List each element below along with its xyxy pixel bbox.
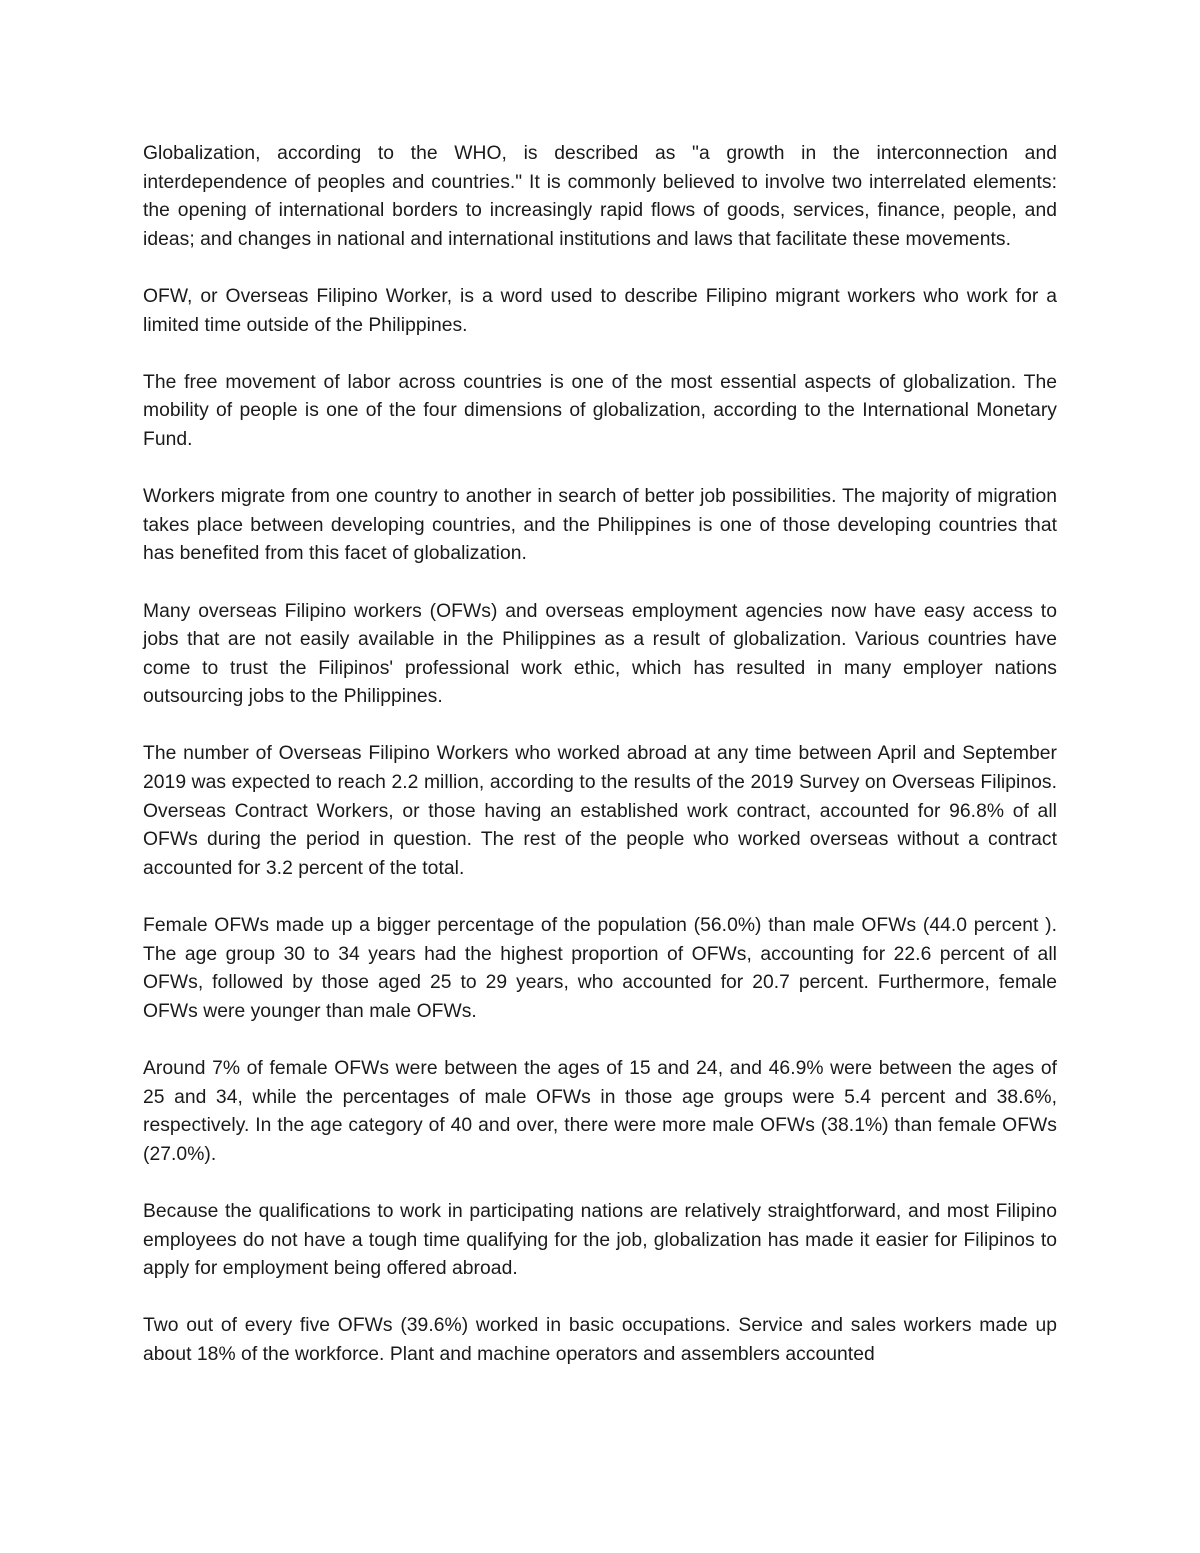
paragraph-globalization-definition: Globalization, according to the WHO, is described as "a growth in the interconnection and interdependence of peoples and countries." It is commonly believed to involve two interrelated elements: the opening of international borders to increasingly rapid flows of goods, services, finance, people, and ideas; and changes in national and international institutions and laws that facilitate these movements.	[143, 143, 1057, 250]
paragraph-survey-results: The number of Overseas Filipino Workers who worked abroad at any time between April and September 2019 was expected to reach 2.2 million, according to the results of the 2019 Survey on Overseas Filipinos. Overseas Contract Workers, or those having an established work contract, accounted for 96.8% of all OFWs during the period in question. The rest of the people who worked overseas without a contract accounted for 3.2 percent of the total.	[143, 743, 1057, 879]
paragraph-worker-migration: Workers migrate from one country to another in search of better job possibilities. The majority of migration takes place between developing countries, and the Philippines is one of those developing countries that has benefited from this facet of globalization.	[143, 486, 1057, 565]
document-body	[143, 140, 1057, 1370]
paragraph-job-access: Many overseas Filipino workers (OFWs) and overseas employment agencies now have easy access to jobs that are not easily available in the Philippines as a result of globalization. Various countries have come to trust the Filipinos' professional work ethic, which has resulted in many employer nations outsourcing jobs to the Philippines.	[143, 600, 1057, 708]
paragraph-occupations: Two out of every five OFWs (39.6%) worked in basic occupations. Service and sales workers made up about 18% of the workforce. Plant and machine operators and assemblers accounted	[143, 1315, 1057, 1365]
paragraph-age-groups: Around 7% of female OFWs were between the ages of 15 and 24, and 46.9% were between the ages of 25 and 34, while the percentages of male OFWs in those age groups were 5.4 percent and 38.6%, respectively. In the age category of 40 and over, there were more male OFWs (38.1%) than female OFWs (27.0%).	[143, 1058, 1057, 1165]
paragraph-ofw-definition: OFW, or Overseas Filipino Worker, is a word used to describe Filipino migrant workers who work for a limited time outside of the Philippines.	[143, 285, 1057, 336]
paragraph-labor-movement: The free movement of labor across countries is one of the most essential aspects of globalization. The mobility of people is one of the four dimensions of globalization, according to the International Monetary Fund.	[143, 371, 1057, 450]
paragraph-gender-age: Female OFWs made up a bigger percentage of the population (56.0%) than male OFWs (44.0 percent ). The age group 30 to 34 years had the highest proportion of OFWs, accounting for 22.6 percent of all OFWs, followed by those aged 25 to 29 years, who accounted for 20.7 percent. Furthermore, female OFWs were younger than male OFWs.	[143, 915, 1057, 1022]
paragraph-qualifications: Because the qualifications to work in participating nations are relatively straightforward, and most Filipino employees do not have a tough time qualifying for the job, globalization has made it easier for Filipinos to apply for employment being offered abroad.	[143, 1200, 1057, 1280]
